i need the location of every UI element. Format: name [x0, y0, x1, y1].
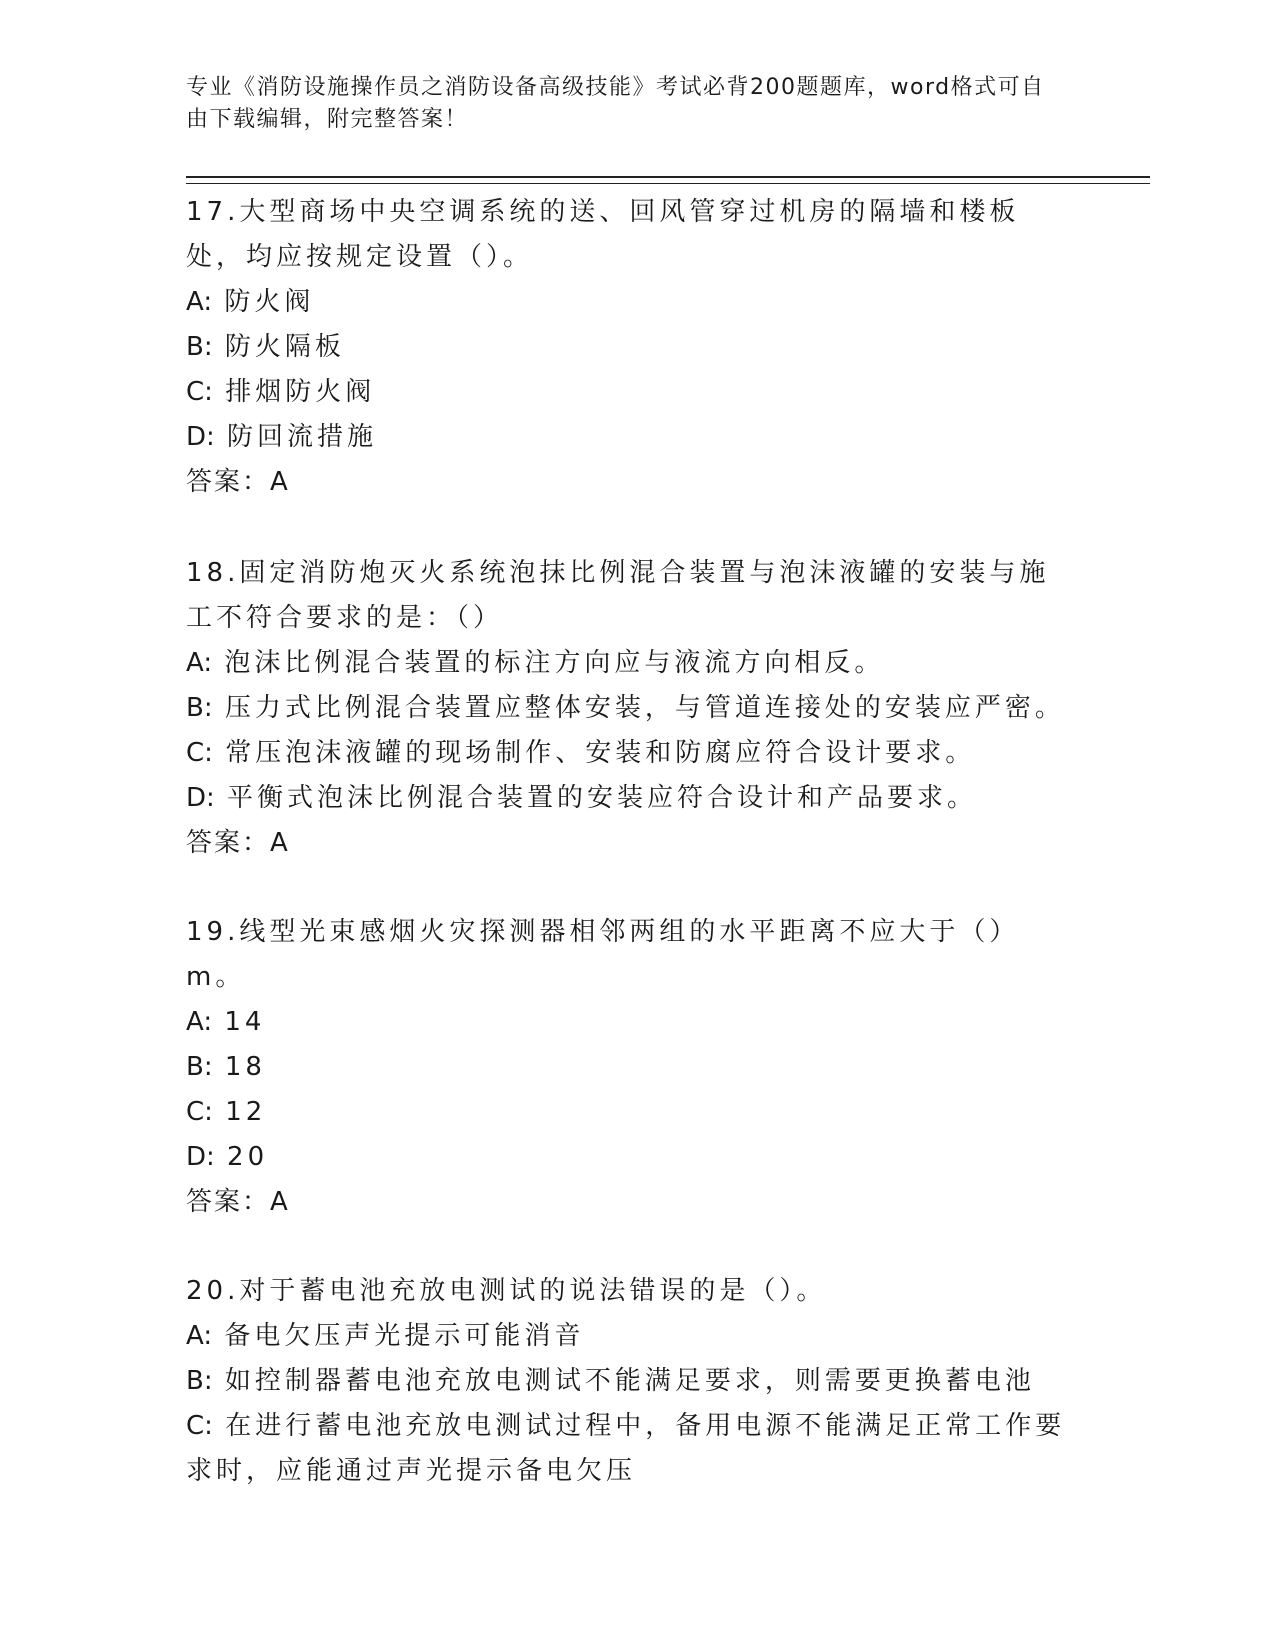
option-letter: B:: [186, 1366, 213, 1396]
option-d: [186, 1135, 1076, 1180]
option-text: 在进行蓄电池充放电测试过程中，备用电源不能满足正常工作要求时，应能通过声光提示备电欠压: [186, 1411, 1066, 1486]
question-stem: 18.固定消防炮灭火系统泡抹比例混合装置与泡沫液罐的安装与施工不符合要求的是：（）: [186, 558, 1050, 633]
option-a: [186, 641, 1076, 686]
question-stem: 20.对于蓄电池充放电测试的说法错误的是（）。: [186, 1276, 827, 1306]
option-text: 防回流措施: [227, 422, 378, 452]
question-list: [186, 190, 1076, 1494]
option-text: 12: [225, 1097, 267, 1127]
option-letter: D:: [186, 422, 215, 452]
answer: 答案：A: [186, 467, 290, 497]
question-19: [186, 910, 1076, 1225]
option-text: 常压泡沫液罐的现场制作、安装和防腐应符合设计要求。: [225, 738, 976, 768]
option-text: 平衡式泡沫比例混合装置的安装应符合设计和产品要求。: [227, 783, 978, 813]
option-text: 备电欠压声光提示可能消音: [224, 1321, 585, 1351]
option-b: [186, 325, 1076, 370]
option-b: [186, 1045, 1076, 1090]
option-letter: C:: [186, 1411, 213, 1441]
option-text: 防火隔板: [224, 332, 345, 362]
question-stem: 19.线型光束感烟火灾探测器相邻两组的水平距离不应大于（）m。: [186, 917, 1020, 992]
option-c: [186, 1090, 1076, 1135]
option-letter: A:: [186, 1321, 213, 1351]
option-letter: B:: [186, 332, 213, 362]
option-text: 20: [227, 1142, 269, 1172]
option-text: 排烟防火阀: [225, 377, 376, 407]
option-letter: C:: [186, 377, 213, 407]
option-letter: C:: [186, 738, 213, 768]
option-a: [186, 280, 1076, 325]
answer: 答案：A: [186, 828, 290, 858]
option-text: 18: [224, 1052, 266, 1082]
option-letter: A:: [186, 648, 213, 678]
option-c: [186, 1404, 1076, 1494]
option-c: [186, 731, 1076, 776]
option-letter: B:: [186, 1052, 213, 1082]
page-header: 专业《消防设施操作员之消防设备高级技能》考试必背200题题库，word格式可自由下载编辑，附完整答案！: [186, 75, 1045, 132]
option-text: 14: [224, 1007, 266, 1037]
question-17: [186, 190, 1076, 505]
header-divider: [186, 176, 1150, 184]
option-letter: D:: [186, 1142, 215, 1172]
option-letter: D:: [186, 783, 215, 813]
question-stem: 17.大型商场中央空调系统的送、回风管穿过机房的隔墙和楼板处，均应按规定设置（）。: [186, 197, 1020, 272]
option-c: [186, 370, 1076, 415]
option-letter: A:: [186, 1007, 213, 1037]
option-d: [186, 776, 1076, 821]
option-text: 压力式比例混合装置应整体安装，与管道连接处的安装应严密。: [224, 693, 1065, 723]
question-20: [186, 1269, 1076, 1494]
option-b: [186, 686, 1076, 731]
option-text: 如控制器蓄电池充放电测试不能满足要求，则需要更换蓄电池: [224, 1366, 1035, 1396]
option-b: [186, 1359, 1076, 1404]
question-18: [186, 551, 1076, 866]
option-letter: B:: [186, 693, 213, 723]
option-letter: A:: [186, 287, 213, 317]
option-a: [186, 1000, 1076, 1045]
option-text: 防火阀: [224, 287, 315, 317]
option-d: [186, 415, 1076, 460]
option-a: [186, 1314, 1076, 1359]
option-letter: C:: [186, 1097, 213, 1127]
answer: 答案：A: [186, 1187, 290, 1217]
option-text: 泡沫比例混合装置的标注方向应与液流方向相反。: [224, 648, 885, 678]
